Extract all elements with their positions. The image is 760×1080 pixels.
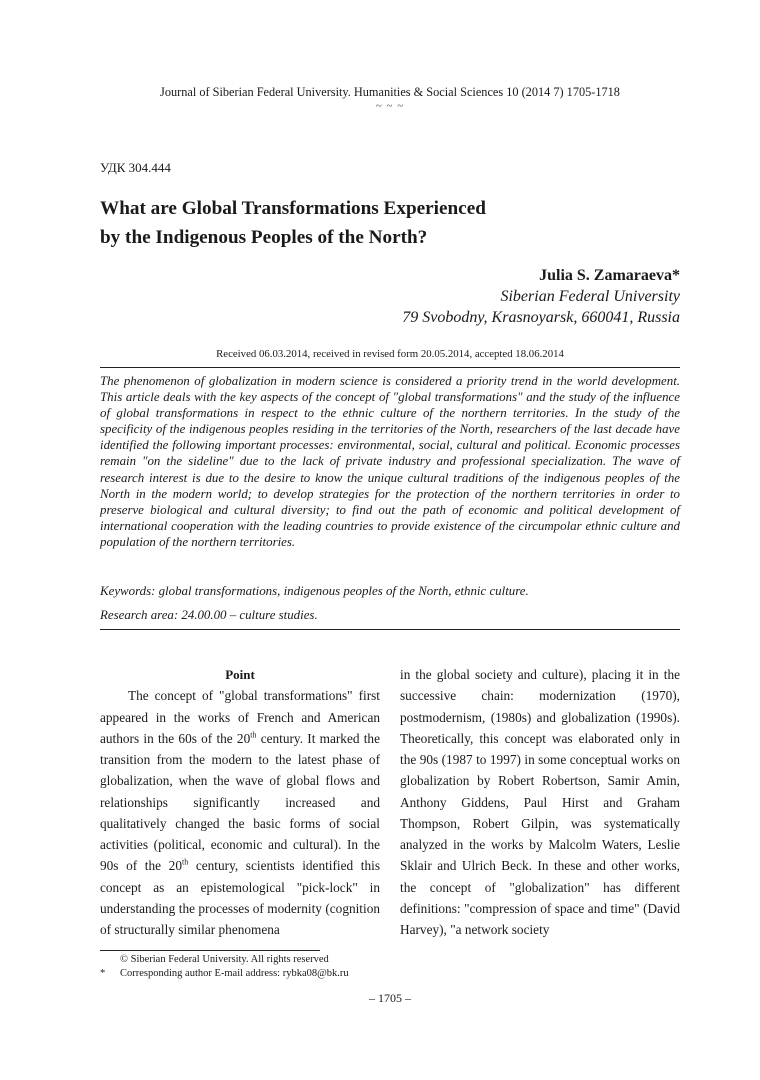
title-line-1: What are Global Transformations Experienced — [100, 198, 486, 219]
header-ornament: ~ ~ ~ — [375, 100, 405, 112]
copyright-footnote: © Siberian Federal University. All rights reserved — [120, 954, 329, 965]
body-paragraph — [100, 685, 380, 940]
body-paragraph-continued: in the global society and culture), placing it in the successive chain: modernization (1970), postmodernism, (1980s) and globalization (1990s). Theoretically, this concept was elaborated only in the 90s (1987 to 1997) in some conceptual works on globalization by Robert Robertson, Samir Amin, Anthony Giddens, Paul Hirst and Graham Thompson, Robert Gilpin, was systematically analyzed in the works by Malcolm Waters, Leslie Sklair and Ulrich Beck. In these and other works, the concept of "globalization" has different definitions: "compression of space and time" (David Harvey), "a network society — [400, 667, 680, 937]
body-text-2: century. It marked the transition from the modern to the latest phase of globalization, when the wave of global flows and relationships significantly increased and qualitatively changed the basic forms of social activities (political, economic and cultural). In the 90s of the 20 — [100, 730, 380, 874]
abstract-text: The phenomenon of globalization in modern science is considered a priority trend in the world development. This article deals with the key aspects of the concept of "global transformations" and the study of the influence of global transformations in respect to the ethnic culture of the northern territories. In the study of the specificity of the indigenous peoples residing in the territories of the North, researchers of the last decade have identified the following important processes: environmental, social, cultural and political. Economic processes remain "on the sideline" due to the lack of private industry and professional specialization. The wave of research interest is due to the desire to know the unique cultural traditions of the indigenous peoples of the North in the modern world; to develop strategies for the protection of the northern territories in order to preserve biological and cultural diversity; to find out the path of economic and political development of international cooperation with the leading countries to provide existence of the circumpolar ethnic culture and population of the northern territories. — [100, 374, 680, 549]
author-name: Julia S. Zamaraeva* — [539, 267, 680, 284]
corresponding-author-footnote: Corresponding author E-mail address: rybka08@bk.ru — [120, 968, 349, 979]
superscript-th-1: th — [250, 730, 257, 740]
superscript-th-2: th — [181, 857, 189, 867]
udk-code: УДК 304.444 — [100, 160, 171, 175]
abstract-top-rule — [100, 367, 680, 368]
author-affiliation: Siberian Federal University — [500, 288, 680, 305]
section-heading: Point — [225, 667, 255, 682]
right-column — [400, 664, 680, 940]
abstract-bottom-rule — [100, 629, 680, 630]
research-area: Research area: 24.00.00 – culture studies. — [100, 608, 318, 622]
body-text-3: century, scientists identified this concept as an epistemological "pick-lock" in understanding the processes of modernity (cognition of structurally similar phenomena — [100, 858, 380, 937]
footnote-rule — [100, 950, 320, 951]
author-address: 79 Svobodny, Krasnoyarsk, 660041, Russia — [402, 309, 680, 326]
article-title — [100, 194, 660, 252]
page-number: – 1705 – — [369, 991, 411, 1005]
footnote-mark: * — [100, 968, 106, 979]
journal-header: Journal of Siberian Federal University. Humanities & Social Sciences 10 (2014 7) 1705-1718 — [160, 85, 620, 99]
author-block — [402, 265, 680, 328]
body-text-1: The concept of "global transformations" first appeared in the works of French and American authors in the 60s of the 20 — [100, 688, 380, 746]
title-line-2: by the Indigenous Peoples of the North? — [100, 227, 428, 248]
left-column — [100, 664, 380, 940]
keywords: Keywords: global transformations, indigenous peoples of the North, ethnic culture. — [100, 584, 529, 598]
received-dates: Received 06.03.2014, received in revised form 20.05.2014, accepted 18.06.2014 — [216, 348, 564, 360]
